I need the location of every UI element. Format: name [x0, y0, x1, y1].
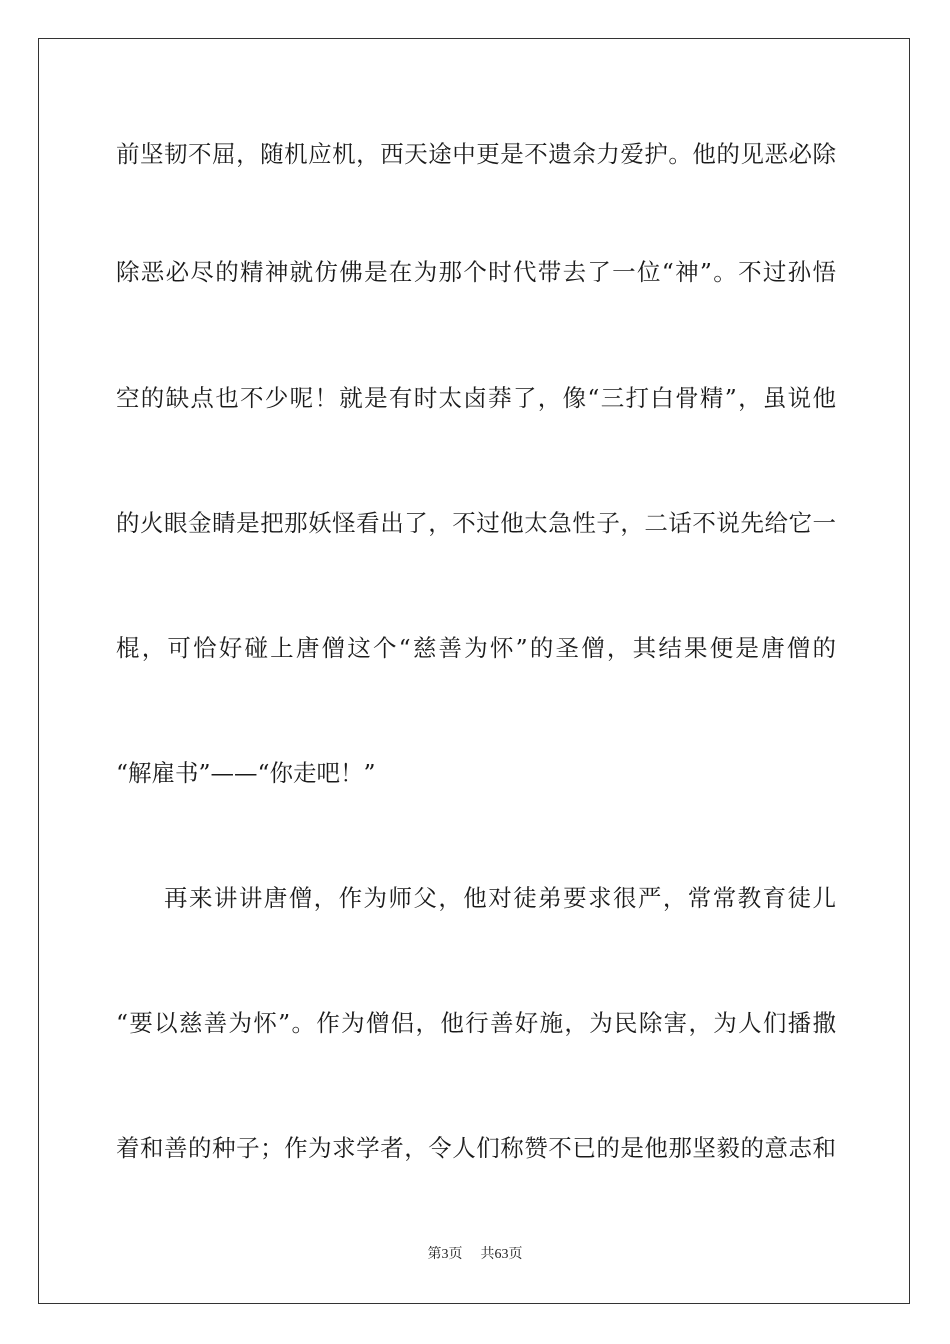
body-text-line: 除恶必尽的精神就仿佛是在为那个时代带去了一位“神”。不过孙悟 [116, 258, 836, 286]
page-total: 共63页 [480, 1247, 523, 1262]
body-text-line: “解雇书”——“你走吧！” [116, 759, 376, 787]
body-text-line: “要以慈善为怀”。作为僧侣，他行善好施，为民除害，为人们播撒 [116, 1009, 836, 1037]
body-text-line: 空的缺点也不少呢！就是有时太卤莽了，像“三打白骨精”，虽说他 [116, 384, 836, 412]
page-border [38, 38, 910, 1304]
body-text-line: 着和善的种子；作为求学者，令人们称赞不已的是他那坚毅的意志和 [116, 1134, 836, 1162]
page-number: 第3页 [427, 1247, 463, 1262]
body-text-line: 前坚韧不屈，随机应机，西天途中更是不遗余力爱护。他的见恶必除 [116, 140, 836, 168]
page-footer [0, 1246, 950, 1264]
paragraph-first-line: 再来讲讲唐僧，作为师父，他对徒弟要求很严，常常教育徒儿 [164, 884, 836, 912]
body-text-line: 的火眼金睛是把那妖怪看出了，不过他太急性子，二话不说先给它一 [116, 509, 836, 537]
body-text-line: 棍，可恰好碰上唐僧这个“慈善为怀”的圣僧，其结果便是唐僧的 [116, 634, 836, 662]
